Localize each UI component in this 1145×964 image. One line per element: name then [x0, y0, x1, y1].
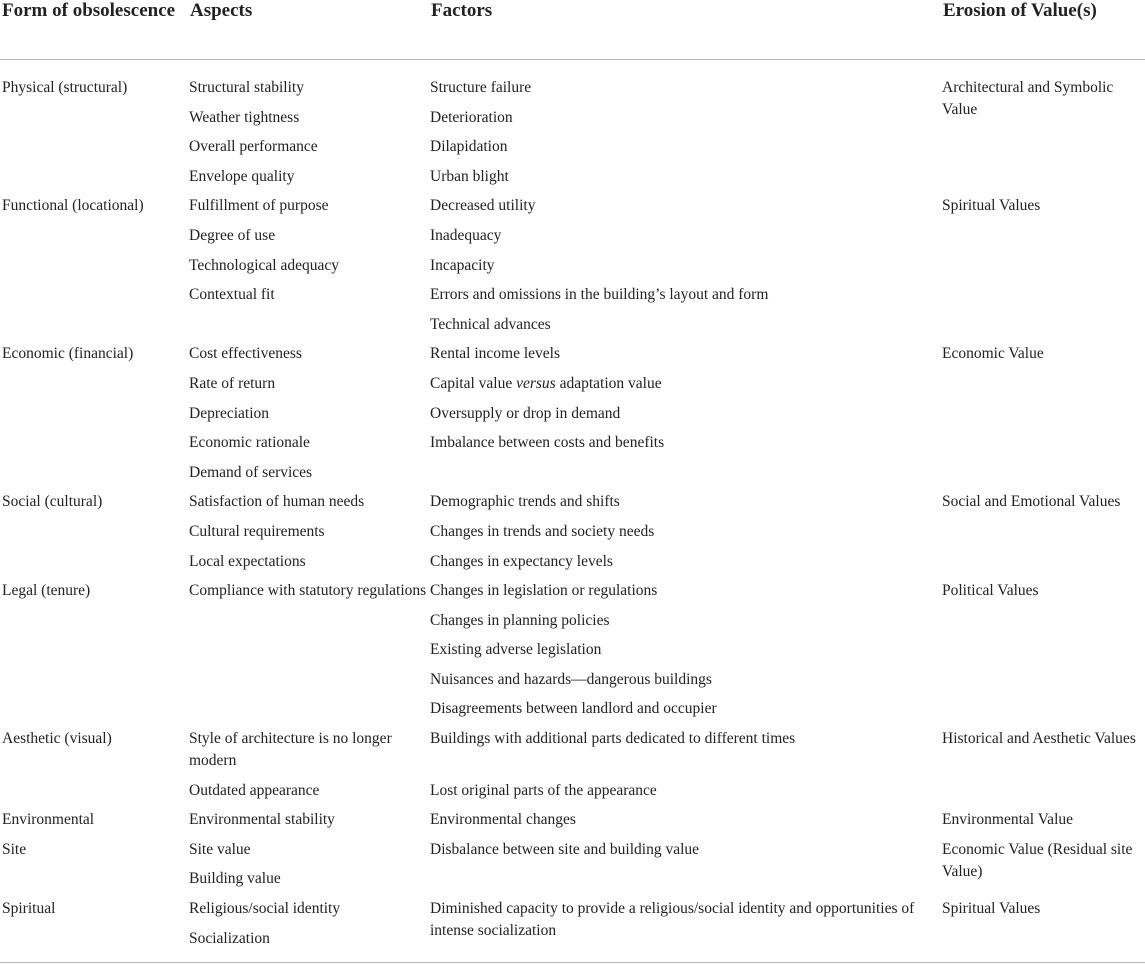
- aspect-item: Building value: [189, 870, 281, 888]
- factor-item: Disagreements between landlord and occupier: [430, 700, 717, 718]
- aspects-cell: [188, 195, 429, 343]
- aspect-item: Demand of services: [189, 463, 313, 481]
- factors-cell: [429, 343, 941, 491]
- factor-item: Errors and omissions in the building’s layout and form: [430, 286, 769, 304]
- erosion-text: Spiritual Values: [942, 900, 1041, 918]
- factor-item: Existing adverse legislation: [430, 641, 602, 659]
- factor-item: Changes in planning policies: [430, 611, 610, 629]
- form-text: Spiritual: [2, 900, 56, 918]
- erosion-text: Economic Value (Residual site Value): [942, 840, 1133, 880]
- factor-item: Inadequacy: [430, 226, 502, 244]
- erosion-text: Architectural and Symbolic Value: [942, 79, 1114, 118]
- table-row: [0, 898, 1145, 957]
- aspect-item: Environmental stability: [189, 811, 335, 829]
- erosion-cell: [941, 491, 1145, 580]
- aspect-item: Depreciation: [189, 404, 270, 422]
- table-bottom-rule: [0, 962, 1145, 963]
- form-cell: [0, 195, 188, 343]
- table-row: [0, 728, 1145, 809]
- form-cell: [0, 839, 188, 898]
- aspect-item: Satisfaction of human needs: [189, 493, 365, 511]
- form-cell: [0, 580, 188, 728]
- aspect-item: Style of architecture is no longer modern: [189, 730, 392, 770]
- header-aspects: Aspects: [188, 0, 429, 60]
- aspect-item: Overall performance: [189, 138, 318, 156]
- factor-item: Lost original parts of the appearance: [430, 781, 657, 799]
- aspect-item: Envelope quality: [189, 167, 295, 185]
- table-row: [0, 195, 1145, 343]
- form-text: Site: [2, 840, 27, 858]
- form-text: Economic (financial): [2, 345, 134, 363]
- factors-cell: [429, 580, 941, 728]
- form-text: Legal (tenure): [2, 582, 91, 600]
- erosion-text: Environmental Value: [942, 811, 1074, 829]
- factors-cell: [429, 491, 941, 580]
- form-cell: [0, 491, 188, 580]
- aspect-item: Cost effectiveness: [189, 345, 302, 363]
- form-cell: [0, 728, 188, 809]
- form-text: Social (cultural): [2, 493, 103, 511]
- emphasis-text: versus: [516, 374, 556, 392]
- factor-item: Urban blight: [430, 167, 509, 185]
- aspect-item: Economic rationale: [189, 434, 310, 452]
- table-body: [0, 60, 1145, 958]
- factors-cell: [429, 839, 941, 898]
- table-row: [0, 491, 1145, 580]
- factors-cell: [429, 195, 941, 343]
- aspect-item: Religious/social identity: [189, 900, 341, 918]
- erosion-cell: [941, 60, 1145, 196]
- table-row: [0, 839, 1145, 898]
- aspects-cell: [188, 60, 429, 196]
- aspect-item: Local expectations: [189, 552, 306, 570]
- erosion-cell: [941, 580, 1145, 728]
- header-factors: Factors: [429, 0, 941, 60]
- erosion-text: Political Values: [942, 582, 1039, 600]
- erosion-cell: [941, 728, 1145, 809]
- table-row: [0, 343, 1145, 491]
- form-text: Environmental: [2, 811, 95, 829]
- erosion-text: Economic Value: [942, 345, 1044, 363]
- table-row: [0, 580, 1145, 728]
- erosion-cell: [941, 195, 1145, 343]
- header-form: Form of obsolescence: [0, 0, 188, 60]
- factor-item: Changes in legislation or regulations: [430, 582, 658, 600]
- factor-item: Environmental changes: [430, 811, 576, 829]
- form-cell: [0, 60, 188, 196]
- aspect-item: Site value: [189, 840, 251, 858]
- aspect-item: Cultural requirements: [189, 522, 325, 540]
- aspects-cell: [188, 809, 429, 839]
- factor-item: Oversupply or drop in demand: [430, 404, 621, 422]
- header-erosion: Erosion of Value(s): [941, 0, 1145, 60]
- aspects-cell: [188, 343, 429, 491]
- form-cell: [0, 809, 188, 839]
- factors-cell: [429, 809, 941, 839]
- aspect-item: Outdated appearance: [189, 781, 320, 799]
- factor-item: Structure failure: [430, 79, 532, 96]
- erosion-text: Spiritual Values: [942, 197, 1041, 215]
- erosion-cell: [941, 898, 1145, 957]
- aspect-item: Structural stability: [189, 79, 304, 96]
- aspect-item: Contextual fit: [189, 286, 275, 304]
- factor-item: Imbalance between costs and benefits: [430, 434, 665, 452]
- header-row: [0, 0, 1145, 60]
- erosion-cell: [941, 809, 1145, 839]
- factor-item: Changes in expectancy levels: [430, 552, 613, 570]
- aspect-item: Degree of use: [189, 226, 276, 244]
- factors-cell: [429, 728, 941, 809]
- aspects-cell: [188, 839, 429, 898]
- factor-item: Buildings with additional parts dedicated to different times: [430, 730, 796, 748]
- factor-item: Disbalance between site and building value: [430, 840, 700, 858]
- factor-item: Capital value versus adaptation value: [430, 374, 662, 392]
- factor-item: Deterioration: [430, 108, 513, 126]
- table-row: [0, 809, 1145, 839]
- aspects-cell: [188, 728, 429, 809]
- factor-item: Incapacity: [430, 256, 495, 274]
- table-header: [0, 0, 1145, 60]
- aspects-cell: [188, 580, 429, 728]
- factor-item: Diminished capacity to provide a religious/social identity and opportunities of intense socialization: [430, 900, 915, 940]
- form-text: Physical (structural): [2, 79, 128, 96]
- aspect-item: Fulfillment of purpose: [189, 197, 329, 215]
- factor-item: Nuisances and hazards—dangerous buildings: [430, 670, 712, 688]
- aspect-item: Compliance with statutory regulations: [189, 582, 427, 600]
- factors-cell: [429, 60, 941, 196]
- form-cell: [0, 343, 188, 491]
- factor-item: Dilapidation: [430, 138, 508, 156]
- table-row: [0, 60, 1145, 196]
- form-text: Functional (locational): [2, 197, 144, 215]
- form-text: Aesthetic (visual): [2, 730, 112, 748]
- form-cell: [0, 898, 188, 957]
- aspects-cell: [188, 491, 429, 580]
- aspect-item: Technological adequacy: [189, 256, 339, 274]
- factor-item: Decreased utility: [430, 197, 536, 215]
- factor-item: Demographic trends and shifts: [430, 493, 620, 511]
- factors-cell: [429, 898, 941, 957]
- aspects-cell: [188, 898, 429, 957]
- aspect-item: Weather tightness: [189, 108, 300, 126]
- factor-item: Rental income levels: [430, 345, 560, 363]
- factor-item: Technical advances: [430, 315, 551, 333]
- erosion-text: Social and Emotional Values: [942, 493, 1121, 511]
- aspect-item: Socialization: [189, 929, 270, 947]
- aspect-item: Rate of return: [189, 374, 276, 392]
- factor-item: Changes in trends and society needs: [430, 522, 655, 540]
- erosion-cell: [941, 343, 1145, 491]
- erosion-cell: [941, 839, 1145, 898]
- erosion-text: Historical and Aesthetic Values: [942, 730, 1136, 748]
